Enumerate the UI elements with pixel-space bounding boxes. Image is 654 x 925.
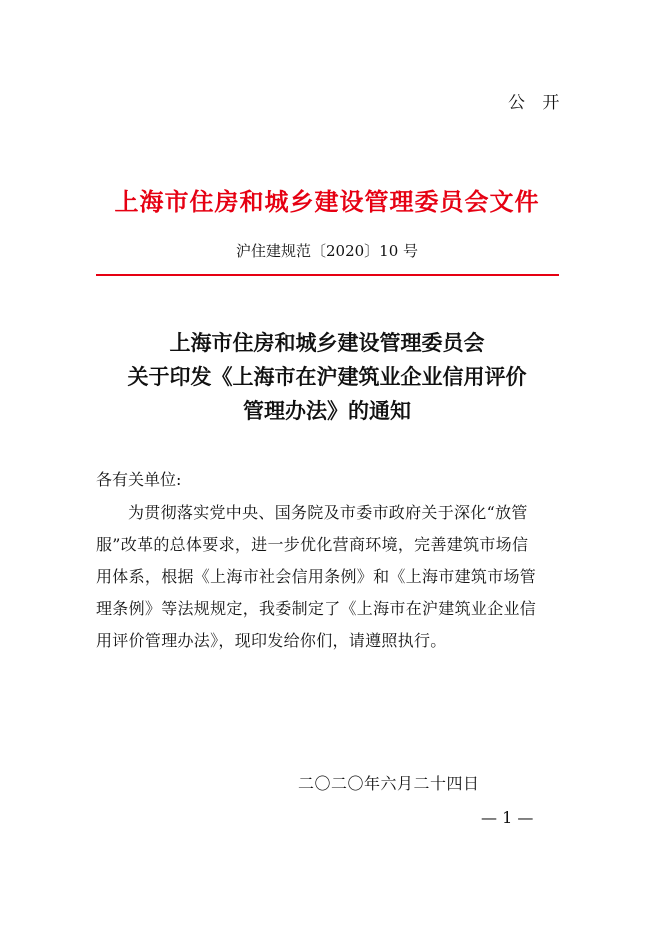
- document-number: 沪住建规范〔2020〕10 号: [235, 242, 419, 260]
- title-line-2: 关于印发《上海市在沪建筑业企业信用评价: [127, 364, 527, 389]
- page-number: — 1 —: [481, 808, 534, 827]
- title-line-1: 上海市住房和城乡建设管理委员会: [169, 330, 485, 355]
- body-line-5: 用评价管理办法》，现印发给你们，请遵照执行。: [96, 631, 447, 650]
- disclosure-label: 公 开: [508, 93, 566, 113]
- body-line-3: 用体系，根据《上海市社会信用条例》和《上海市建筑市场管: [96, 567, 537, 586]
- document-title: [0, 326, 654, 428]
- body-line-2: 服”改革的总体要求，进一步优化营商环境，完善建筑市场信: [96, 535, 529, 554]
- body-line-1: 为贯彻落实党中央、国务院及市委市政府关于深化“放管: [128, 503, 528, 522]
- salutation: 各有关单位:: [96, 470, 182, 489]
- title-line-3: 管理办法》的通知: [243, 398, 411, 423]
- body-line-4: 理条例》等法规规定，我委制定了《上海市在沪建筑业企业信: [96, 599, 537, 618]
- red-divider: [96, 274, 559, 276]
- issuer-header: 上海市住房和城乡建设管理委员会文件: [114, 187, 540, 216]
- issue-date: 二〇二〇年六月二十四日: [298, 774, 480, 793]
- body-paragraph: [96, 497, 558, 657]
